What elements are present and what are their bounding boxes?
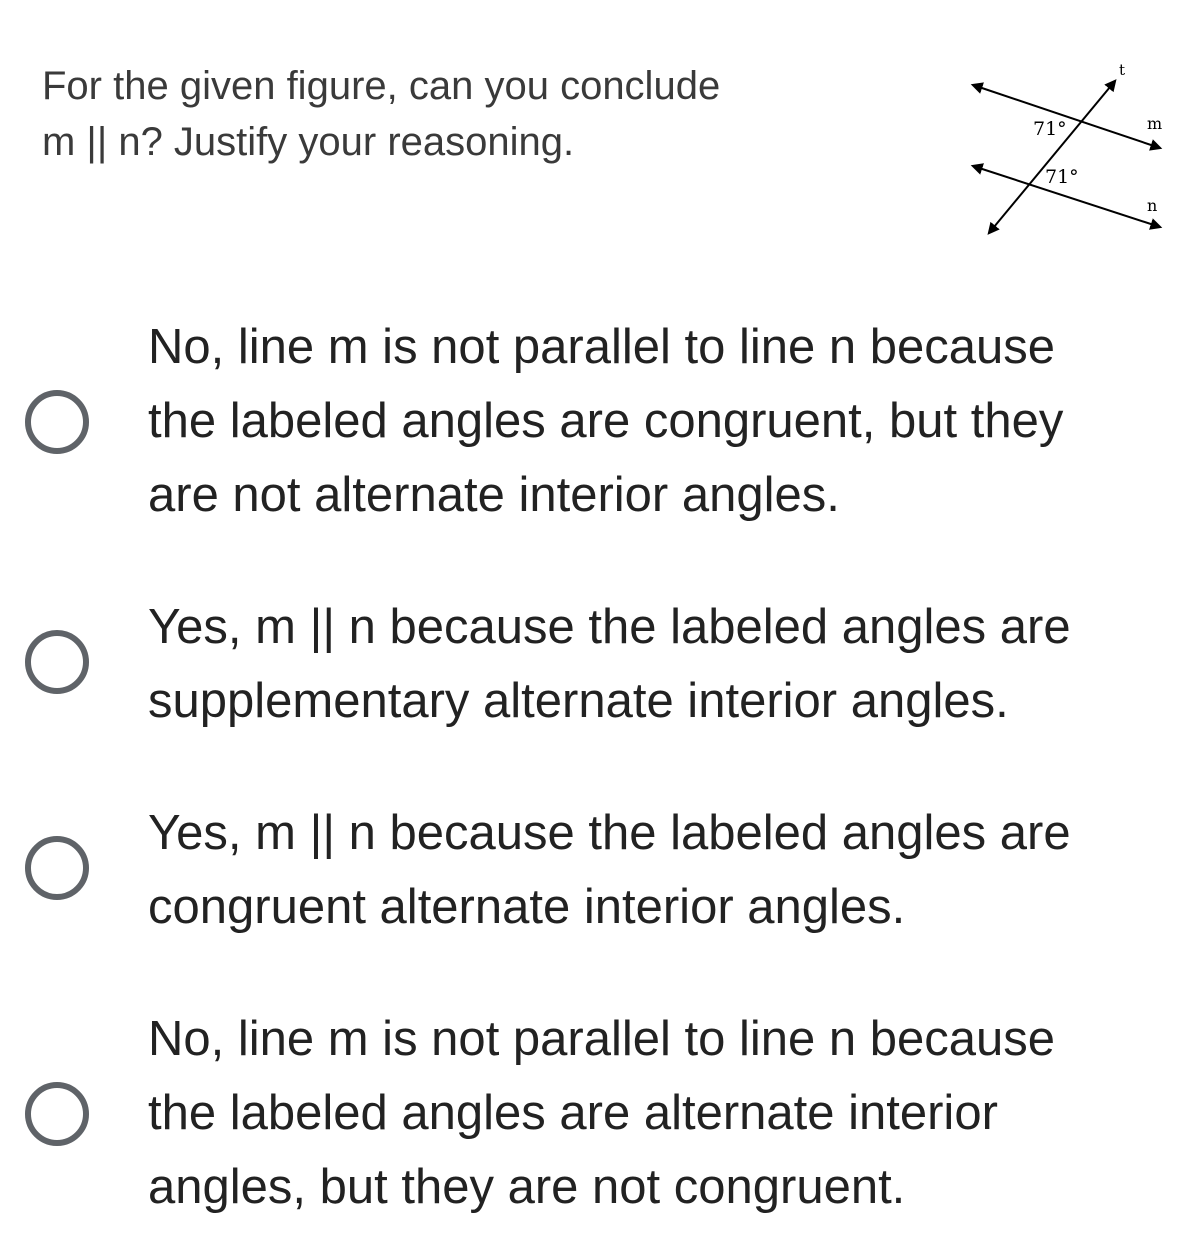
option-2-line-1: Yes, m || n because the labeled angles are xyxy=(148,600,1071,654)
answer-option-1-text xyxy=(148,310,1063,532)
option-1-line-1: No, line m is not parallel to line n because xyxy=(148,320,1056,374)
label-m: m xyxy=(1147,114,1163,133)
angle-label-bottom: 71° xyxy=(1045,166,1079,188)
parallel-lines-figure xyxy=(955,55,1175,250)
option-2-line-2: supplementary alternate interior angles. xyxy=(148,674,1009,728)
label-t: t xyxy=(1119,61,1126,79)
radio-button-4[interactable] xyxy=(25,1082,89,1146)
option-1-line-2: the labeled angles are congruent, but they xyxy=(148,394,1064,448)
radio-button-1[interactable] xyxy=(25,390,89,454)
option-3-line-2: congruent alternate interior angles. xyxy=(148,880,906,934)
option-3-line-1: Yes, m || n because the labeled angles are xyxy=(148,806,1071,860)
option-4-line-2: the labeled angles are alternate interior xyxy=(148,1086,998,1140)
option-4-line-3: angles, but they are not congruent. xyxy=(148,1160,906,1214)
answer-option-3-text xyxy=(148,796,1071,944)
radio-button-3[interactable] xyxy=(25,836,89,900)
question-text xyxy=(42,58,802,170)
label-n: n xyxy=(1147,196,1158,215)
radio-button-2[interactable] xyxy=(25,630,89,694)
question-line-2: m || n? Justify your reasoning. xyxy=(42,120,575,164)
option-1-line-3: are not alternate interior angles. xyxy=(148,468,840,522)
option-4-line-1: No, line m is not parallel to line n because xyxy=(148,1012,1056,1066)
angle-label-top: 71° xyxy=(1033,118,1067,140)
question-line-1: For the given figure, can you conclude xyxy=(42,64,721,108)
answer-option-2-text xyxy=(148,590,1071,738)
answer-option-4-text xyxy=(148,1002,1055,1224)
transversal-t xyxy=(989,81,1115,233)
